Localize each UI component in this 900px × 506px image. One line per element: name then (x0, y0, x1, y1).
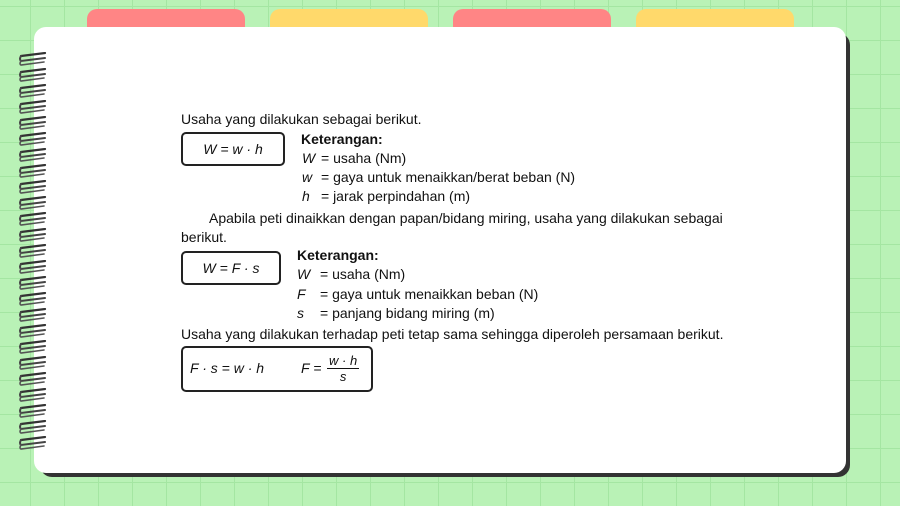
legend2-desc-W: = usaha (Nm) (320, 266, 406, 282)
paragraph-line-1: Apabila peti dinaikkan dengan papan/bidang miring, usaha yang dilakukan sebagai (209, 210, 723, 226)
legend2-symbol-F: F (297, 286, 306, 302)
spiral-ring (18, 196, 48, 212)
spiral-ring (18, 116, 48, 132)
paragraph-line-2: berikut. (181, 229, 227, 245)
spiral-ring (18, 324, 48, 340)
legend1-desc-W: = usaha (Nm) (321, 150, 407, 166)
spiral-ring (18, 100, 48, 116)
formula-force-fraction (327, 353, 359, 384)
spiral-ring (18, 356, 48, 372)
legend-title-1: Keterangan: (301, 131, 383, 147)
spiral-ring (18, 404, 48, 420)
legend1-symbol-W: W (302, 150, 316, 166)
notebook-page (34, 27, 846, 473)
formula-work-incline-text: W = F · s (202, 260, 260, 276)
spiral-ring (18, 132, 48, 148)
spiral-ring (18, 68, 48, 84)
legend2-desc-s: = panjang bidang miring (m) (320, 305, 495, 321)
spiral-ring (18, 276, 48, 292)
spiral-ring (18, 372, 48, 388)
legend1-symbol-w: w (302, 169, 313, 185)
spiral-binding (18, 52, 52, 452)
legend2-symbol-W: W (297, 266, 311, 282)
formula-work-lift (181, 132, 285, 166)
spiral-ring (18, 244, 48, 260)
spiral-ring (18, 148, 48, 164)
spiral-ring (18, 212, 48, 228)
spiral-ring (18, 164, 48, 180)
legend2-symbol-s: s (297, 305, 304, 321)
spiral-ring (18, 388, 48, 404)
intro-text: Usaha yang dilakukan sebagai berikut. (181, 111, 422, 127)
formula-work-lift-text: W = w · h (203, 141, 263, 157)
formula-force-lhs: F = (301, 360, 322, 376)
spiral-ring (18, 308, 48, 324)
fraction-numerator: w · h (329, 353, 358, 368)
conclusion-text: Usaha yang dilakukan terhadap peti tetap sama sehingga diperoleh persamaan berikut. (181, 326, 724, 342)
legend-title-2: Keterangan: (297, 247, 379, 263)
formula-equality-left: F · s = w · h (190, 360, 265, 376)
fraction-denominator: s (339, 369, 347, 384)
spiral-ring (18, 228, 48, 244)
spiral-ring (18, 420, 48, 436)
spiral-ring (18, 84, 48, 100)
legend1-desc-w: = gaya untuk menaikkan/berat beban (N) (321, 169, 576, 185)
spiral-ring (18, 180, 48, 196)
spiral-ring (18, 260, 48, 276)
legend1-desc-h: = jarak perpindahan (m) (321, 188, 471, 204)
spiral-ring (18, 292, 48, 308)
legend2-desc-F: = gaya untuk menaikkan beban (N) (320, 286, 539, 302)
spiral-ring (18, 436, 48, 452)
spiral-ring (18, 340, 48, 356)
formula-equality (181, 346, 373, 392)
spiral-ring (18, 52, 48, 68)
formula-work-incline (181, 251, 281, 285)
legend1-symbol-h: h (302, 188, 310, 204)
